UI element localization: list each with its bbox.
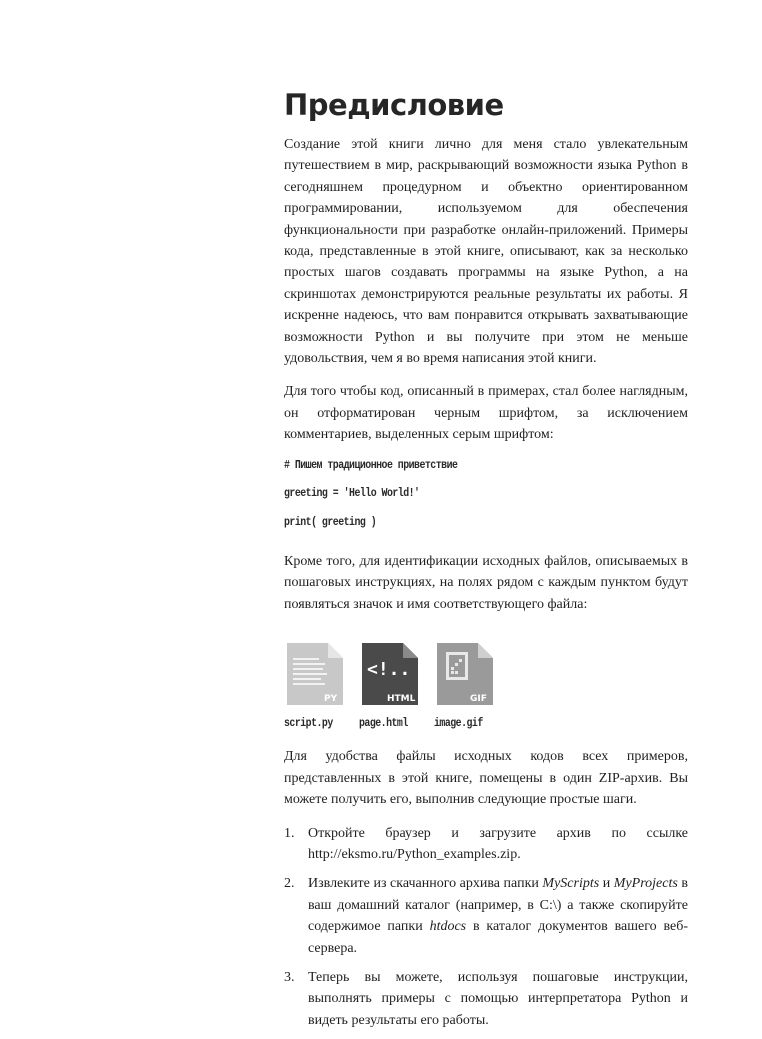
step-text: Теперь вы можете, используя пошаговые инструкции, выполнять примеры с помощью интерпретатора Python и видеть результаты его работы. (308, 969, 688, 1028)
svg-text:<!..: <!.. (367, 659, 411, 681)
code-comment: # Пишем традиционное приветствие (284, 458, 458, 472)
page-content (284, 88, 688, 1039)
list-item (284, 873, 688, 959)
file-label: page.html (359, 717, 408, 731)
page-title: Предисловие (284, 88, 504, 122)
svg-text:PY: PY (324, 694, 338, 705)
python-file-icon (284, 641, 345, 707)
step-number: 1. (284, 825, 295, 841)
step-text: Откройте браузер и загрузите архив по ссылке http://eksmo.ru/Python_examples.zip. (308, 825, 688, 862)
step-number: 2. (284, 876, 295, 892)
svg-text:GIF: GIF (470, 694, 487, 705)
intro-paragraph: Создание этой книги лично для меня стало увлекательным путешествием в мир, раскрывающий возможности языка Python в сегодняшнем процедурном и объектно ориентированном программировании, используемом для обеспечения функциональности при разработке онлайн-приложений. Примеры кода, представленные в этой книге, описывают, как за несколько простых шагов создавать программы на языке Python, а на скриншотах демонстрируются реальные результаты их работы. Я искренне надеюсь, что вам понравится открывать захватывающие возможности Python и вы получите при этом не меньше удовольствия, чем я во время написания этой книги. (284, 137, 688, 367)
file-labels-row (284, 707, 688, 730)
html-file-icon (359, 641, 420, 707)
code-line: print( greeting ) (284, 516, 377, 530)
list-item (284, 967, 688, 1031)
svg-text:HTML: HTML (387, 694, 416, 705)
code-format-paragraph: Для того чтобы код, описанный в примерах, стал более наглядным, он отформатирован черным шрифтом, за исключением комментариев, выделенных серым шрифтом: (284, 384, 688, 443)
archive-paragraph: Для удобства файлы исходных кодов всех примеров, представленных в этой книге, помещены в один ZIP-архив. Вы можете получить его, выполнив следующие простые шаги. (284, 749, 688, 808)
step-number: 3. (284, 969, 295, 985)
list-item (284, 823, 688, 866)
file-label: script.py (284, 717, 333, 731)
file-icons-paragraph: Кроме того, для идентификации исходных файлов, описываемых в пошаговых инструкциях, на полях рядом с каждым пунктом будут появляться значок и имя соответствующего файла: (284, 554, 688, 612)
code-example (284, 458, 688, 544)
step-text: Извлеките из скачанного архива папки MyScripts и MyProjects в ваш домашний каталог (например, в C:\) а также скопируйте содержимое папки htdocs в каталог документов вашего веб-сервера. (308, 876, 688, 956)
code-line: greeting = 'Hello World!' (284, 487, 420, 501)
file-label: image.gif (434, 717, 483, 731)
gif-file-icon (434, 641, 495, 707)
file-icons-row (284, 641, 688, 707)
